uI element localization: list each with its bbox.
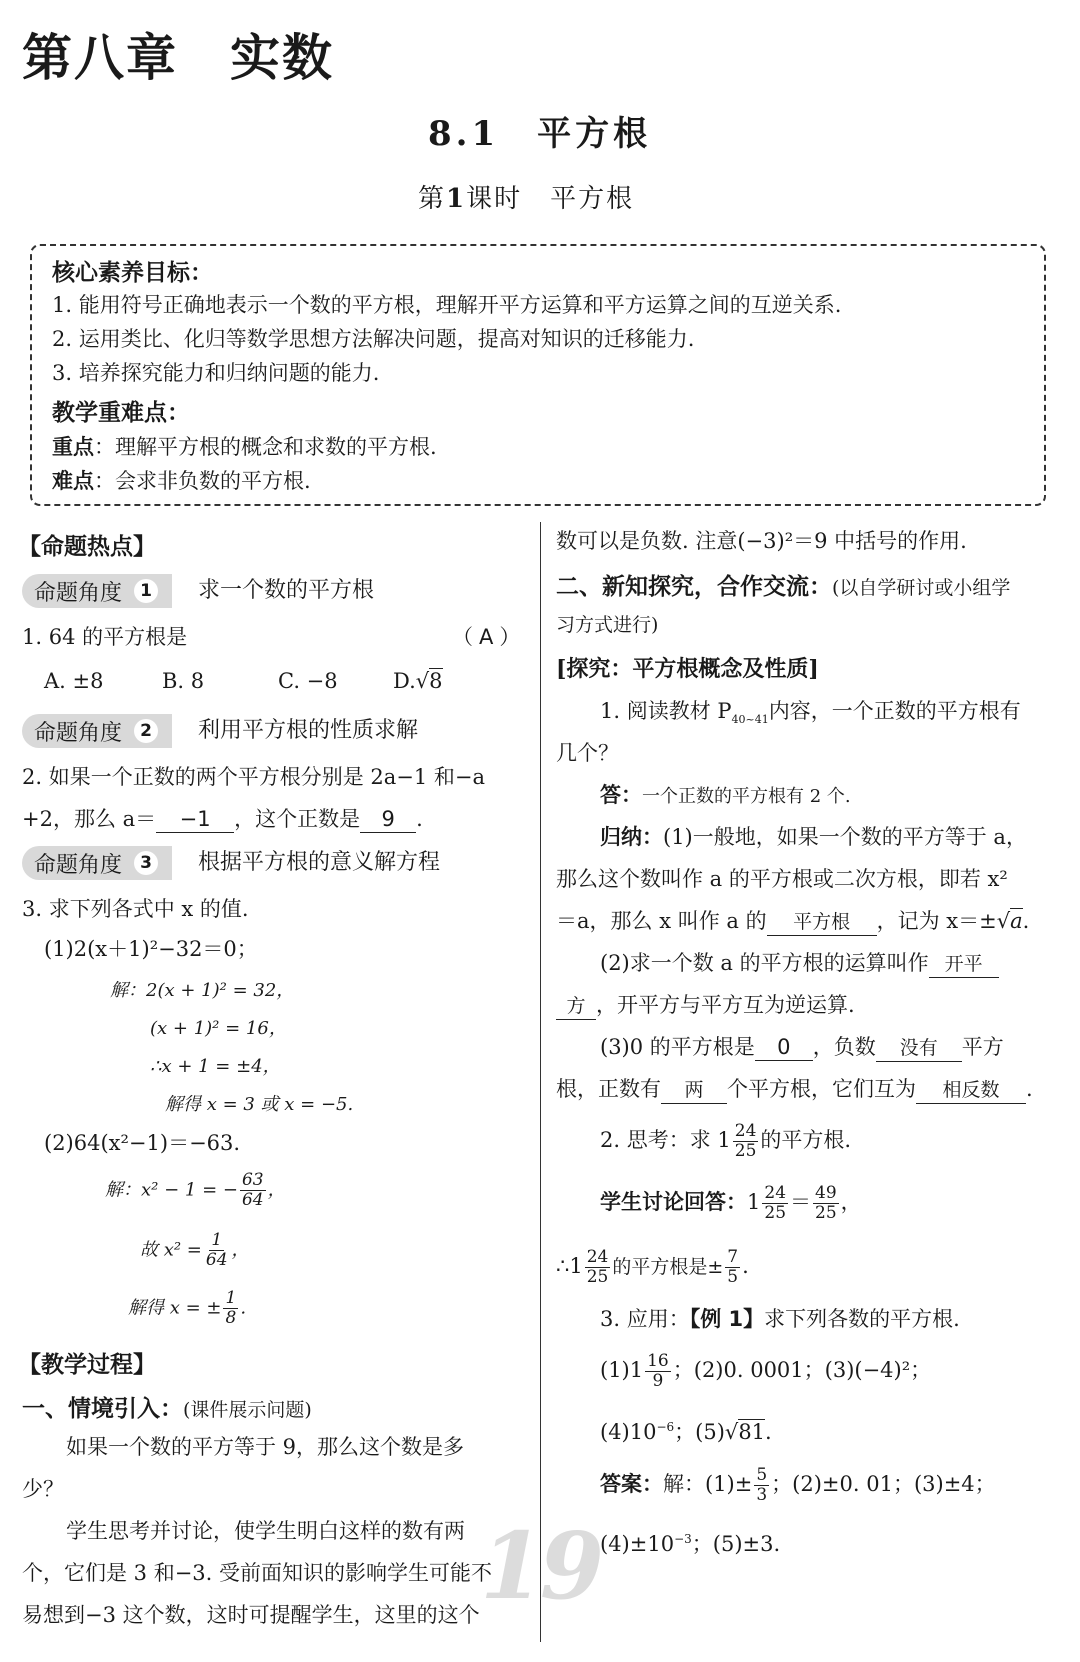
induction-line4: (2)求一个数 a 的平方根的运算叫作 开平 bbox=[600, 948, 999, 978]
intro-para2-line1: 学生思考并讨论，使学生明白这样的数有两 bbox=[66, 1519, 465, 1543]
sqrt-sign: √ bbox=[415, 669, 430, 693]
question-2-line1: 2. 如果一个正数的两个平方根分别是 2a−1 和−a bbox=[22, 765, 486, 789]
conclusion-line: ∴1 $\frac{24}{25}$ 的平方根是± $\frac{7}{5}$ . bbox=[556, 1247, 749, 1287]
q3-1-step1: 解：2(x + 1)² = 32， bbox=[110, 980, 295, 1001]
intro-para2-line3: 易想到−3 这个数，这时可提醒学生，这里的这个 bbox=[22, 1603, 480, 1627]
induction-line2: 那么这个数叫作 a 的平方根或二次方根，即若 x² bbox=[556, 867, 1008, 891]
explore-q1-line2: 几个？ bbox=[556, 741, 619, 765]
question-2-line2: +2，那么 a＝ −1 ，这个正数是 9 . bbox=[22, 807, 423, 831]
topic-tag-2: 命题角度 2 bbox=[22, 714, 172, 748]
induction-line1: 归纳：(1)一般地，如果一个数的平方等于 a， bbox=[600, 825, 1027, 849]
intro-para2-line2: 个，它们是 3 和−3. 受前面知识的影响学生可能不 bbox=[22, 1561, 493, 1585]
topic-title-2: 利用平方根的性质求解 bbox=[198, 718, 419, 743]
q3-1-step2: (x + 1)² = 16， bbox=[150, 1018, 287, 1039]
page-number: 19 bbox=[480, 1512, 601, 1620]
question-1: 1. 64 的平方根是 bbox=[22, 625, 188, 649]
explore-note-line2: 习方式进行) bbox=[556, 614, 659, 636]
fraction: $\frac{24}{25}$ bbox=[764, 1183, 787, 1223]
chapter-title: 第八章 实数 bbox=[22, 29, 334, 87]
q3-2-step2: 故 x² = $\frac{1}{64}$ ， bbox=[140, 1230, 250, 1270]
fraction: $\frac{24}{25}$ bbox=[586, 1247, 609, 1287]
induction-line7: 根，正数有 两 个平方根，它们互为 相反数 . bbox=[556, 1074, 1033, 1104]
think-question: 2. 思考：求 1 $\frac{24}{25}$ 的平方根. bbox=[600, 1121, 852, 1161]
topic-tag-3: 命题角度 3 bbox=[22, 846, 172, 880]
question-3-part2: (2)64(x²−1)＝−63. bbox=[44, 1131, 241, 1155]
sqrt-sign: √ bbox=[724, 1420, 739, 1444]
fraction: $\frac{49}{25}$ bbox=[815, 1183, 837, 1223]
topic-title-1: 求一个数的平方根 bbox=[198, 578, 375, 603]
fraction: $\frac{63}{64}$ bbox=[241, 1170, 264, 1210]
goals-heading: 核心素养目标： bbox=[52, 260, 213, 286]
sqrt-sign: √ bbox=[996, 909, 1011, 933]
key-point: 重点：理解平方根的概念和求数的平方根. bbox=[52, 435, 437, 459]
fraction: $\frac{7}{5}$ bbox=[727, 1247, 739, 1287]
lesson-title: 第1课时 平方根 bbox=[418, 184, 635, 214]
fraction: $\frac{1}{8}$ bbox=[225, 1288, 237, 1328]
topic-title-3: 根据平方根的意义解方程 bbox=[198, 850, 441, 875]
intro-heading-line: 一、情境引入：(课件展示问题) bbox=[22, 1396, 312, 1422]
q3-2-step3: 解得 x = ± $\frac{1}{8}$ . bbox=[128, 1288, 247, 1328]
question-1-answer: （ A ） bbox=[452, 625, 521, 649]
application-answer-1: 答案：解：(1)± $\frac{5}{3}$ ；(2)±0. 01；(3)±4； bbox=[600, 1465, 996, 1505]
intro-para1-line1: 如果一个数的平方等于 9，那么这个数是多 bbox=[66, 1435, 465, 1459]
fraction: $\frac{24}{25}$ bbox=[734, 1121, 757, 1161]
fraction: $\frac{16}{9}$ bbox=[647, 1351, 669, 1391]
application-answer-2: $(4)\pm 10^{-3}$；(5)±3. bbox=[600, 1532, 781, 1556]
topic-tag-1: 命题角度 1 bbox=[22, 574, 172, 608]
right-continuation: 数可以是负数. 注意(−3)²＝9 中括号的作用. bbox=[556, 529, 967, 553]
q3-1-step3: ∴x + 1 = ±4， bbox=[150, 1056, 281, 1077]
application-items-1: (1)1 $\frac{16}{9}$ ；(2)0. 0001；(3)(−4)²； bbox=[600, 1351, 932, 1391]
question-1-options: A. ±8 B. 8 C. −8 D.√8 bbox=[44, 669, 443, 693]
column-divider bbox=[540, 522, 541, 1642]
application-items-2: $(4)10^{-6}$；(5)√81. bbox=[600, 1420, 772, 1444]
explore-box-title: [探究：平方根概念及性质] bbox=[556, 656, 819, 682]
q3-1-step4: 解得 x = 3 或 x = −5. bbox=[165, 1094, 354, 1115]
goal-item-3: 3. 培养探究能力和归纳问题的能力. bbox=[52, 361, 380, 385]
fraction: $\frac{5}{3}$ bbox=[756, 1465, 768, 1505]
difficult-point: 难点：会求非负数的平方根. bbox=[52, 469, 311, 493]
q3-2-step1: 解：x² − 1 = − $\frac{63}{64}$ ， bbox=[105, 1170, 286, 1210]
hot-topics-heading: 【命题热点】 bbox=[18, 534, 156, 560]
explore-heading-line: 二、新知探究，合作交流：(以自学研讨或小组学 bbox=[556, 574, 1011, 600]
induction-line5: 方 ，开平方与平方互为逆运算. bbox=[556, 990, 855, 1020]
question-3-part1: (1)2(x＋1)²−32＝0； bbox=[44, 937, 258, 961]
key-heading: 教学重难点： bbox=[52, 400, 190, 426]
process-heading: 【教学过程】 bbox=[18, 1352, 156, 1378]
induction-line6: (3)0 的平方根是 0 ，负数 没有 平方 bbox=[600, 1032, 1004, 1062]
discussion-answer: 学生讨论回答：1 $\frac{24}{25}$ ＝ $\frac{49}{25}$ ， bbox=[600, 1183, 862, 1223]
explore-answer1: 答：一个正数的平方根有 2 个. bbox=[600, 783, 851, 807]
goal-item-1: 1. 能用符号正确地表示一个数的平方根，理解开平方运算和平方运算之间的互逆关系. bbox=[52, 293, 842, 317]
explore-q1-line1: 1. 阅读教材 $P_{40\sim 41}$内容，一个正数的平方根有 bbox=[600, 699, 1021, 727]
question-3: 3. 求下列各式中 x 的值. bbox=[22, 897, 249, 921]
section-title: 8.1 平方根 bbox=[428, 114, 652, 154]
intro-para1-line2: 少？ bbox=[22, 1477, 64, 1501]
application-heading: 3. 应用：【例 1】求下列各数的平方根. bbox=[600, 1307, 960, 1331]
induction-line3: ＝a，那么 x 叫作 a 的 平方根 ，记为 x＝±√a. bbox=[556, 906, 1029, 936]
goal-item-2: 2. 运用类比、化归等数学思想方法解决问题，提高对知识的迁移能力. bbox=[52, 327, 695, 351]
fraction: $\frac{1}{64}$ bbox=[205, 1230, 228, 1270]
